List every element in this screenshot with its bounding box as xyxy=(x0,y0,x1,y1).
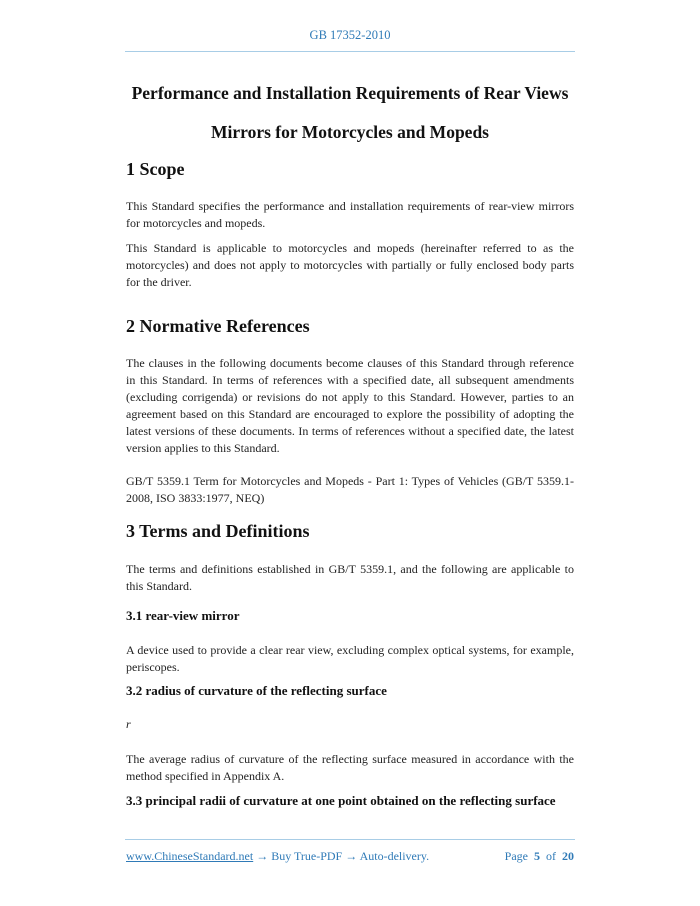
term-heading-3-2: 3.2 radius of curvature of the reflecting surface xyxy=(126,683,387,698)
page-total: 20 xyxy=(562,849,574,863)
term-definition-3-1: A device used to provide a clear rear view, excluding complex optical systems, for example, periscopes. xyxy=(126,643,574,674)
term-heading-3-1: 3.1 rear-view mirror xyxy=(126,608,240,623)
paragraph-normative-reference-entry: GB/T 5359.1 Term for Motorcycles and Mopeds - Part 1: Types of Vehicles (GB/T 5359.1-2008, ISO 3833:1977, NEQ) xyxy=(126,474,574,505)
document-title-line-1: Performance and Installation Requirements of Rear Views xyxy=(131,83,569,103)
page-footer xyxy=(126,849,574,864)
section-heading-normative-references: 2 Normative References xyxy=(126,316,310,336)
page-of-label: of xyxy=(546,849,556,863)
paragraph-terms-intro: The terms and definitions established in GB/T 5359.1, and the following are applicable to this Standard. xyxy=(126,562,574,593)
paragraph-scope-1: This Standard specifies the performance and installation requirements of rear-view mirrors for motorcycles and mopeds. xyxy=(126,199,574,230)
footer-promo xyxy=(126,849,429,864)
footer-divider xyxy=(125,839,575,840)
page-header-standard-code: GB 17352-2010 xyxy=(309,28,391,42)
page-current: 5 xyxy=(534,849,540,863)
section-heading-terms: 3 Terms and Definitions xyxy=(126,521,310,541)
paragraph-normative-1: The clauses in the following documents become clauses of this Standard through reference in this Standard. In terms of references with a specified date, all subsequent amendments (excluding corrigenda) or revisions do not apply to this Standard. However, parties to an agreement based on this Standard are encouraged to explore the possibility of adopting the latest versions of these documents. In terms of references without a specified date, the latest version applies to this Standard. xyxy=(126,356,574,455)
term-heading-3-3: 3.3 principal radii of curvature at one point obtained on the reflecting surface xyxy=(126,793,556,808)
paragraph-scope-2: This Standard is applicable to motorcycles and mopeds (hereinafter referred to as the motorcycles) and does not apply to motorcycles with partially or fully enclosed body parts for the driver. xyxy=(126,241,574,289)
footer-promo-text: → Buy True-PDF → Auto-delivery. xyxy=(253,849,430,863)
document-title-line-2: Mirrors for Motorcycles and Mopeds xyxy=(210,122,489,142)
page-indicator xyxy=(505,849,574,864)
term-symbol-3-2: r xyxy=(126,717,131,731)
chinese-standard-link[interactable]: www.ChineseStandard.net xyxy=(126,849,254,863)
header-divider xyxy=(125,51,575,52)
section-heading-scope: 1 Scope xyxy=(126,159,185,179)
page-label: Page xyxy=(504,849,528,863)
document-title xyxy=(126,76,574,149)
term-definition-3-2: The average radius of curvature of the reflecting surface measured in accordance with the method specified in Appendix A. xyxy=(126,752,574,783)
